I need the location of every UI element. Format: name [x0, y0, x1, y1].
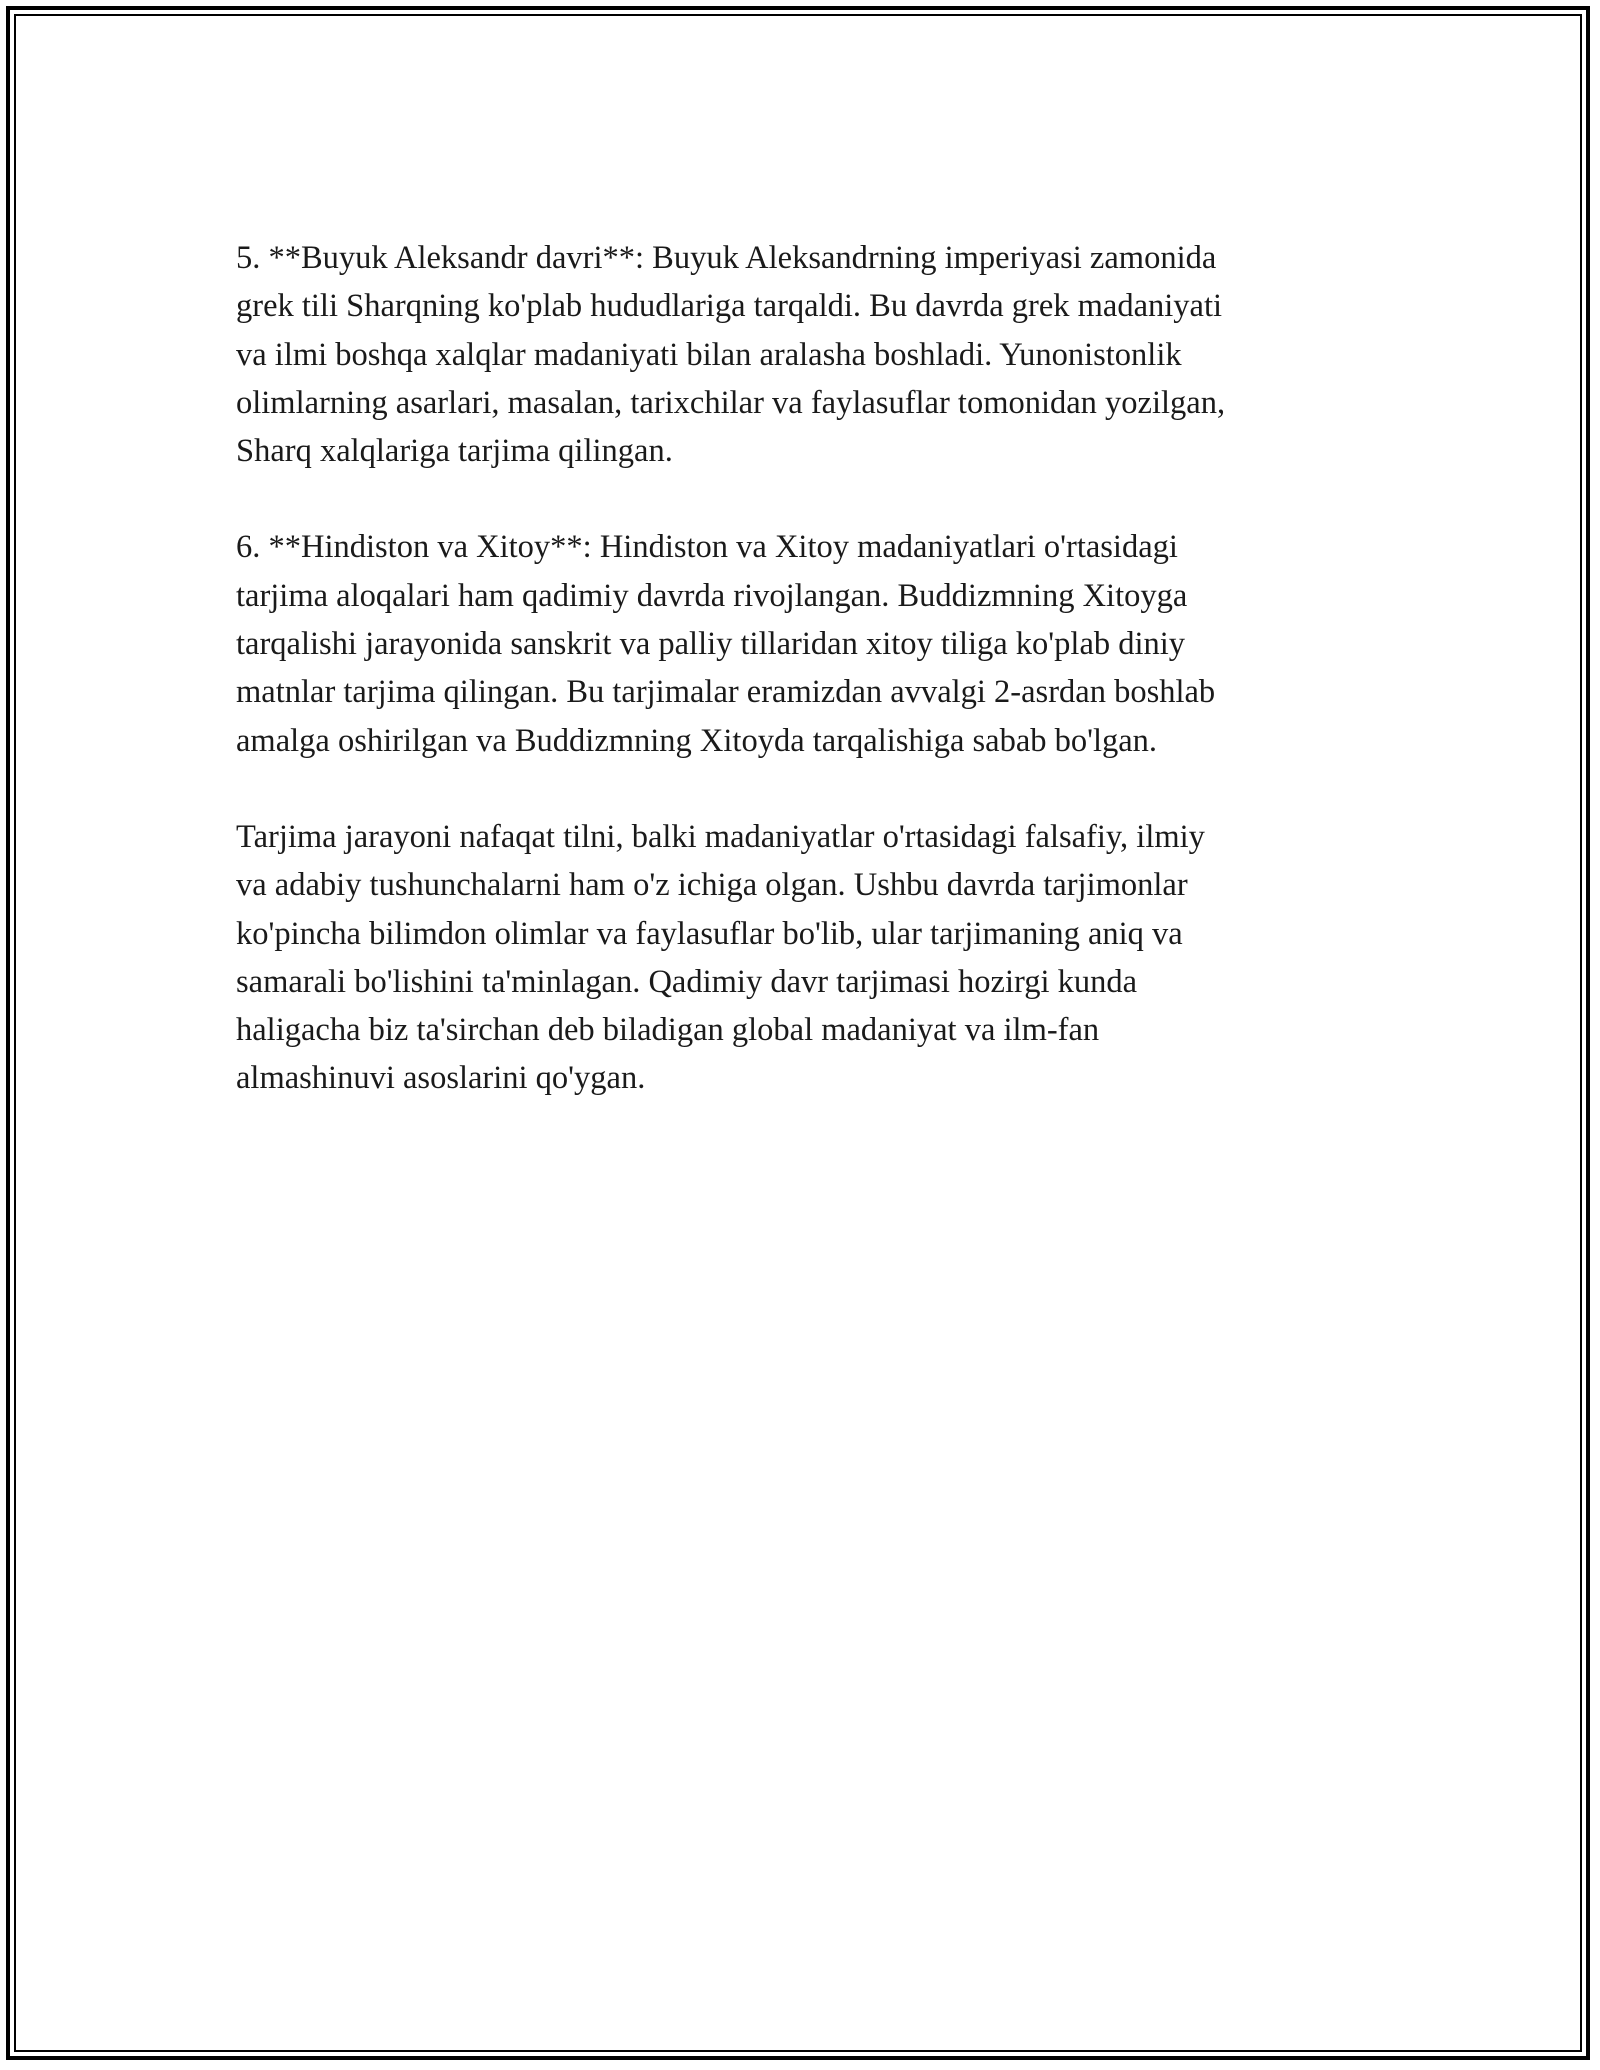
text-line: va adabiy tushunchalarni ham o'z ichiga olgan. Ushbu davrda tarjimonlar — [236, 867, 1188, 904]
text-line: haligacha biz ta'sirchan deb biladigan global madaniyat va ilm-fan — [236, 1012, 1100, 1049]
text-line: Tarjima jarayoni nafaqat tilni, balki madaniyatlar o'rtasidagi falsafiy, ilmiy — [236, 818, 1205, 855]
text-line: almashinuvi asoslarini qo'ygan. — [236, 1060, 646, 1097]
text-line: tarjima aloqalari ham qadimiy davrda rivojlangan. Buddizmning Xitoyga — [236, 577, 1188, 614]
text-line: olimlarning asarlari, masalan, tarixchilar va faylasuflar tomonidan yozilgan, — [236, 384, 1226, 421]
text-line: va ilmi boshqa xalqlar madaniyati bilan aralasha boshladi. Yunonistonlik — [236, 336, 1182, 373]
text-line: ko'pincha bilimdon olimlar va faylasuflar bo'lib, ular tarjimaning aniq va — [236, 915, 1183, 952]
text-line: grek tili Sharqning ko'plab hududlariga tarqaldi. Bu davrda grek madaniyati — [236, 288, 1223, 325]
text-line: samarali bo'lishini ta'minlagan. Qadimiy davr tarjimasi hozirgi kunda — [236, 963, 1138, 1000]
text-line: matnlar tarjima qilingan. Bu tarjimalar eramizdan avvalgi 2-asrdan boshlab — [236, 674, 1216, 711]
text-line: Sharq xalqlariga tarjima qilingan. — [236, 433, 673, 470]
text-line: 5. **Buyuk Aleksandr davri**: Buyuk Aleksandrning imperiyasi zamonida — [236, 240, 1217, 276]
text-line: tarqalishi jarayonida sanskrit va palliy tillaridan xitoy tiliga ko'plab diniy — [236, 626, 1186, 663]
paragraph-conclusion — [236, 813, 1366, 1103]
paragraph-india-china — [236, 523, 1366, 764]
document-body — [236, 234, 1366, 1151]
text-line: amalga oshirilgan va Buddizmning Xitoyda tarqalishiga sabab bo'lgan. — [236, 722, 1158, 759]
paragraph-alexander-era — [236, 234, 1366, 475]
text-line: 6. **Hindiston va Xitoy**: Hindiston va Xitoy madaniyatlari o'rtasidagi — [236, 529, 1178, 566]
